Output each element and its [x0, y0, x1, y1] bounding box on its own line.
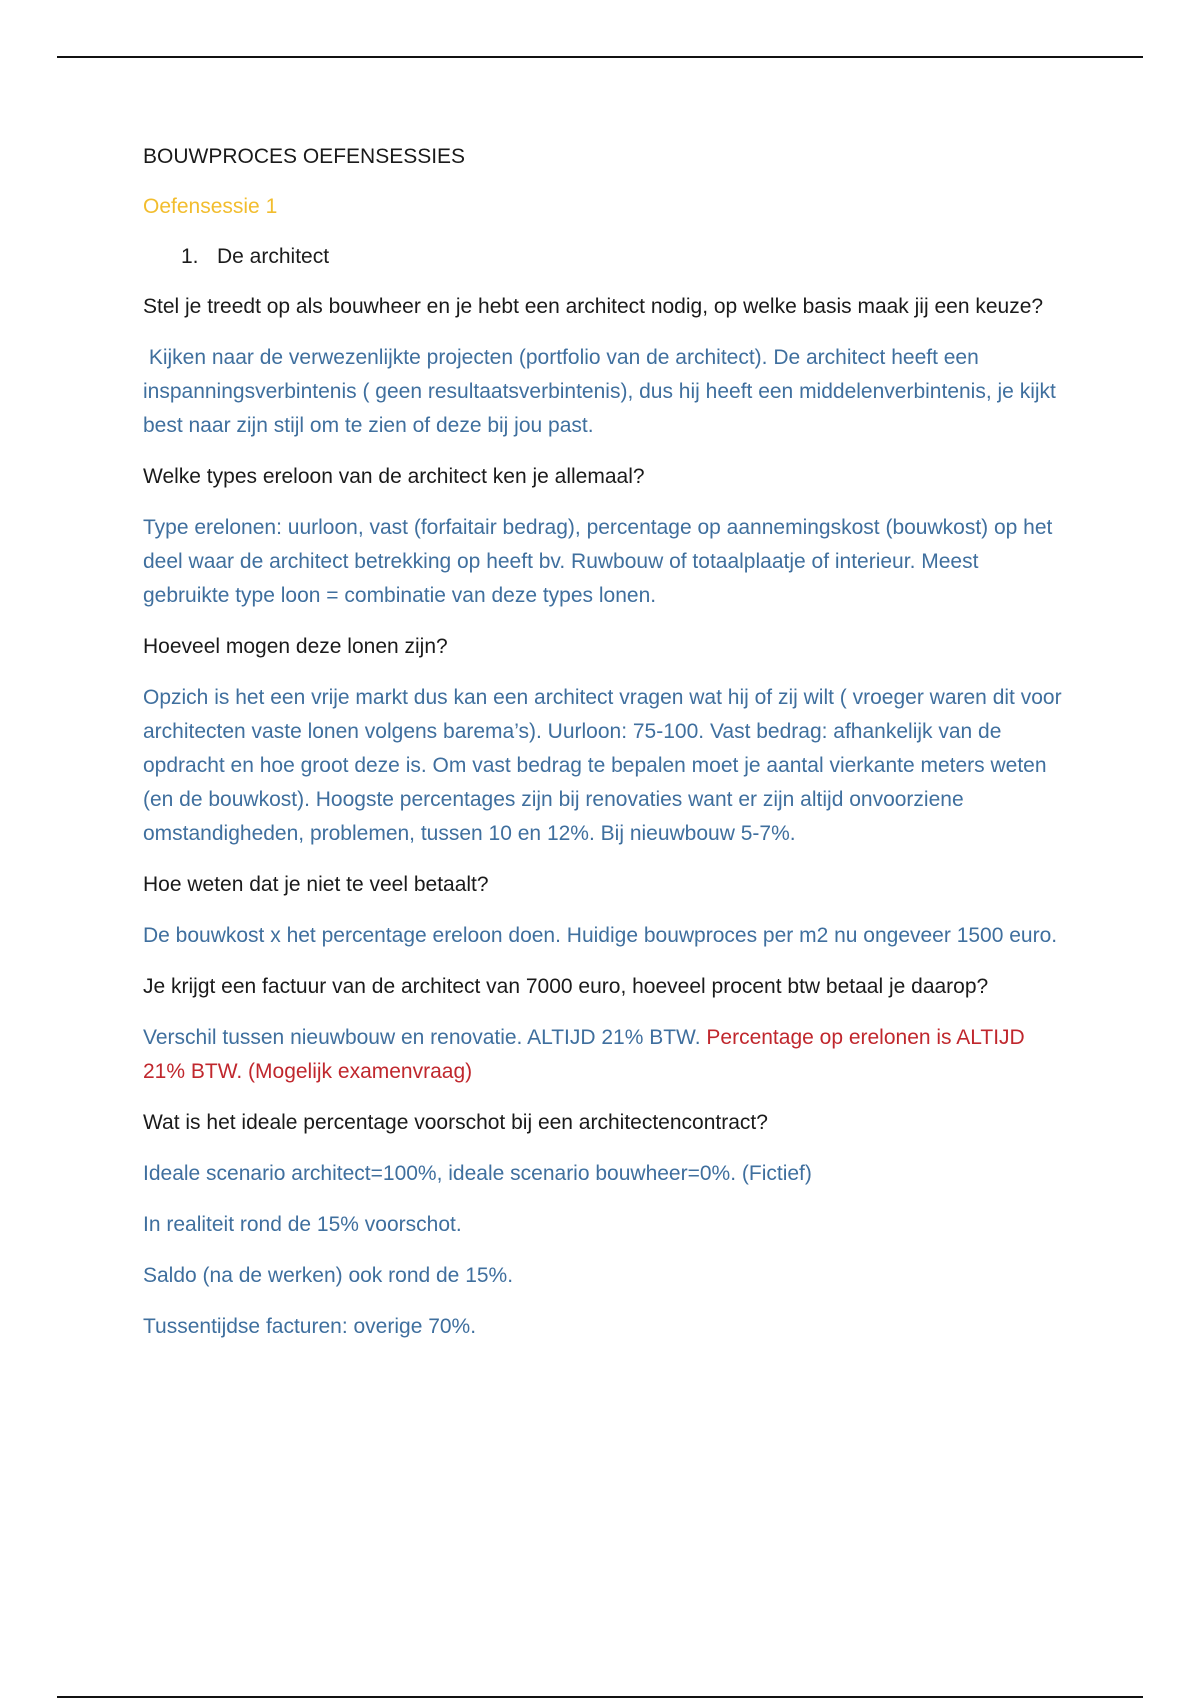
answer-1: Kijken naar de verwezenlijkte projecten (portfolio van de architect). De architect heeft een inspanningsverbintenis ( geen resultaatsverbintenis), dus hij heeft een middelenverbintenis, je kijkt best naar zijn stijl om te zien of deze bij jou past. [143, 346, 1062, 437]
question-1: Stel je treedt op als bouwheer en je hebt een architect nodig, op welke basis maak jij een keuze? [143, 295, 1044, 318]
answer-6-line-1: Ideale scenario architect=100%, ideale scenario bouwheer=0%. (Fictief) [143, 1162, 812, 1185]
document-title: BOUWPROCES OEFENSESSIES [143, 145, 466, 168]
question-3: Hoeveel mogen deze lonen zijn? [143, 635, 448, 658]
document-body [143, 140, 1063, 1361]
session-heading: Oefensessie 1 [143, 195, 278, 218]
question-5: Je krijgt een factuur van de architect van 7000 euro, hoeveel procent btw betaal je daarop? [143, 975, 989, 998]
header-rule [57, 56, 1143, 58]
section-title: De architect [217, 245, 330, 268]
answer-3: Opzich is het een vrije markt dus kan een architect vragen wat hij of zij wilt ( vroeger waren dit voor architecten vaste lonen volgens barema’s). Uurloon: 75-100. Vast bedrag: afhankelijk van de opdracht en hoe groot deze is. Om vast bedrag te bepalen moet je aantal vierkante meters weten (en de bouwkost). Hoogste percentages zijn bij renovaties want er zijn altijd onvoorziene omstandigheden, problemen, tussen 10 en 12%. Bij nieuwbouw 5-7%. [143, 686, 1062, 845]
answer-5-highlight: Percentage op erelonen is ALTIJD 21% BTW. (Mogelijk examenvraag) [143, 1026, 1025, 1083]
question-2: Welke types ereloon van de architect ken je allemaal? [143, 465, 645, 488]
answer-4: De bouwkost x het percentage ereloon doen. Huidige bouwproces per m2 nu ongeveer 1500 euro. [143, 924, 1058, 947]
answer-5-text: Verschil tussen nieuwbouw en renovatie. ALTIJD 21% BTW. [143, 1026, 707, 1049]
answer-5 [143, 1021, 1063, 1089]
answer-6-line-4: Tussentijdse facturen: overige 70%. [143, 1315, 477, 1338]
answer-6-line-2: In realiteit rond de 15% voorschot. [143, 1213, 462, 1236]
question-4: Hoe weten dat je niet te veel betaalt? [143, 873, 489, 896]
answer-2: Type erelonen: uurloon, vast (forfaitair bedrag), percentage op aannemingskost (bouwkost) op het deel waar de architect betrekking op heeft bv. Ruwbouw of totaalplaatje of interieur. Meest gebruikte type loon = combinatie van deze types lonen. [143, 516, 1053, 607]
section-number: 1. [181, 245, 199, 268]
answer-6-line-3: Saldo (na de werken) ook rond de 15%. [143, 1264, 514, 1287]
section-heading [143, 240, 1063, 274]
question-6: Wat is het ideale percentage voorschot bij een architectencontract? [143, 1111, 768, 1134]
footer-rule [57, 1696, 1143, 1698]
